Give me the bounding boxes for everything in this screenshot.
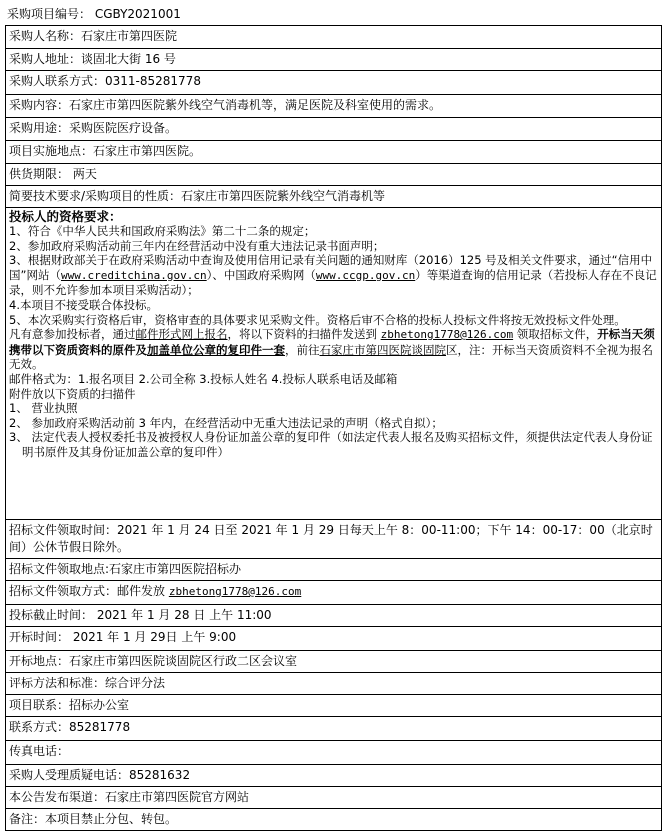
bid-opening-place: 开标地点：石家庄市第四医院谈固院区行政二区会议室 [6, 650, 661, 672]
document-collection-time: 招标文件领取时间：2021 年 1 月 24 日至 2021 年 1 月 29 日每天上午 8：00-11:00；下午 14：00-17：00（北京时间）公休节假日除外。 [6, 519, 661, 558]
implementation-place: 项目实施地点：石家庄市第四医院。 [6, 140, 661, 163]
purchase-purpose: 采购用途：采购医院医疗设备。 [6, 117, 661, 140]
attachment-item-1: 1、 营业执照 [9, 401, 78, 416]
email-registration-text: 邮件形式网上报名 [135, 327, 228, 342]
technical-requirements: 简要技术要求/采购项目的性质：石家庄市第四医院紫外线空气消毒机等 [6, 185, 661, 207]
project-contact: 项目联系：招标办公室 [6, 694, 661, 716]
ccgp-link[interactable]: www.ccgp.gov.cn [315, 268, 416, 282]
fax-number: 传真电话： [6, 740, 661, 764]
supply-period: 供货期限： 两天 [6, 163, 661, 185]
creditchina-link[interactable]: www.creditchina.gov.cn [60, 268, 207, 282]
publication-channel: 本公告发布渠道：石家庄市第四医院官方网站 [6, 786, 661, 808]
qual-item-1: 1、符合《中华人民共和国政府采购法》第二十二条的规定； [9, 224, 316, 238]
remarks: 备注：本项目禁止分包、转包。 [6, 808, 661, 830]
qual-item-3: 3、根据财政部关于在政府采购活动中查询及使用信用记录有关问题的通知财库（2016）125 号及相关文件要求，通过“信用中国”网站（www.creditchina.gov.cn）、中国政府采购网（www.ccgp.gov.cn）等渠道查询的信用记录（若投标人存在不良记录，则不允许参加本项目采购活动）； [9, 253, 657, 298]
document-collection-place: 招标文件领取地点:石家庄市第四医院招标办 [6, 558, 661, 580]
evaluation-method: 评标方法和标准：综合评分法 [6, 672, 661, 694]
announcement-table [5, 25, 662, 831]
bidder-qualifications [6, 207, 661, 519]
purchase-content: 采购内容：石家庄市第四医院紫外线空气消毒机等，满足医院及科室使用的需求。 [6, 94, 661, 117]
contact-phone: 联系方式：85281778 [6, 716, 661, 740]
bid-deadline: 投标截止时间： 2021 年 1 月 28 日 上午 11:00 [6, 604, 661, 626]
qual-item-2: 2、参加政府采购活动前三年内在经营活动中没有重大违法记录书面声明； [9, 238, 385, 253]
attachment-item-3: 3、 法定代表人授权委托书及被授权人身份证加盖公章的复印件（如法定代表人报名及购买招标文件，须提供法定代表人身份证明书原件及其身份证加盖公章的复印件） [9, 430, 653, 459]
qual-item-4: 4.本项目不接受联合体投标。 [9, 297, 158, 312]
email-format: 邮件格式为：1.报名项目 2.公司全称 3.投标人姓名 4.投标人联系电话及邮箱 [9, 371, 398, 386]
purchaser-contact: 采购人联系方式：0311-85281778 [6, 70, 661, 94]
collection-email-link[interactable]: zbhetong1778@126.com [168, 585, 302, 598]
attachment-item-2: 2、 参加政府采购活动前 3 年内，在经营活动中无重大违法记录的声明（格式自拟）； [9, 415, 443, 430]
complaint-phone: 采购人受理质疑电话：85281632 [6, 764, 661, 786]
registration-email-link[interactable]: zbhetong1778@126.com [380, 328, 514, 342]
qual-item-5: 5、本次采购实行资格后审，资格审查的具体要求见采购文件。资格后审不合格的投标人投标文件将按无效投标文件处理。 [9, 312, 626, 327]
attachment-intro: 附件放以下资质的扫描件 [9, 386, 136, 401]
project-number: 采购项目编号： CGBY2021001 [7, 7, 181, 21]
registration-paragraph: 凡有意参加投标者，通过邮件形式网上报名，将以下资料的扫描件发送到 zbhetong1778@126.com 领取招标文件，开标当天须携带以下资质资料的原件及加盖单位公章的复印件一套，前往石家庄市第四医院谈固院区，注：开标当天资质资料不全视为报名无效。 [9, 327, 655, 372]
bid-opening-time: 开标时间： 2021 年 1 月 29日 上午 9:00 [6, 626, 661, 650]
purchaser-name: 采购人名称：石家庄市第四医院 [9, 29, 178, 43]
qualifications-title: 投标人的资格要求： [9, 209, 122, 224]
purchaser-address: 采购人地址：谈固北大街 16 号 [6, 48, 661, 70]
document-collection-method: 招标文件领取方式：邮件发放 zbhetong1778@126.com [6, 580, 661, 604]
